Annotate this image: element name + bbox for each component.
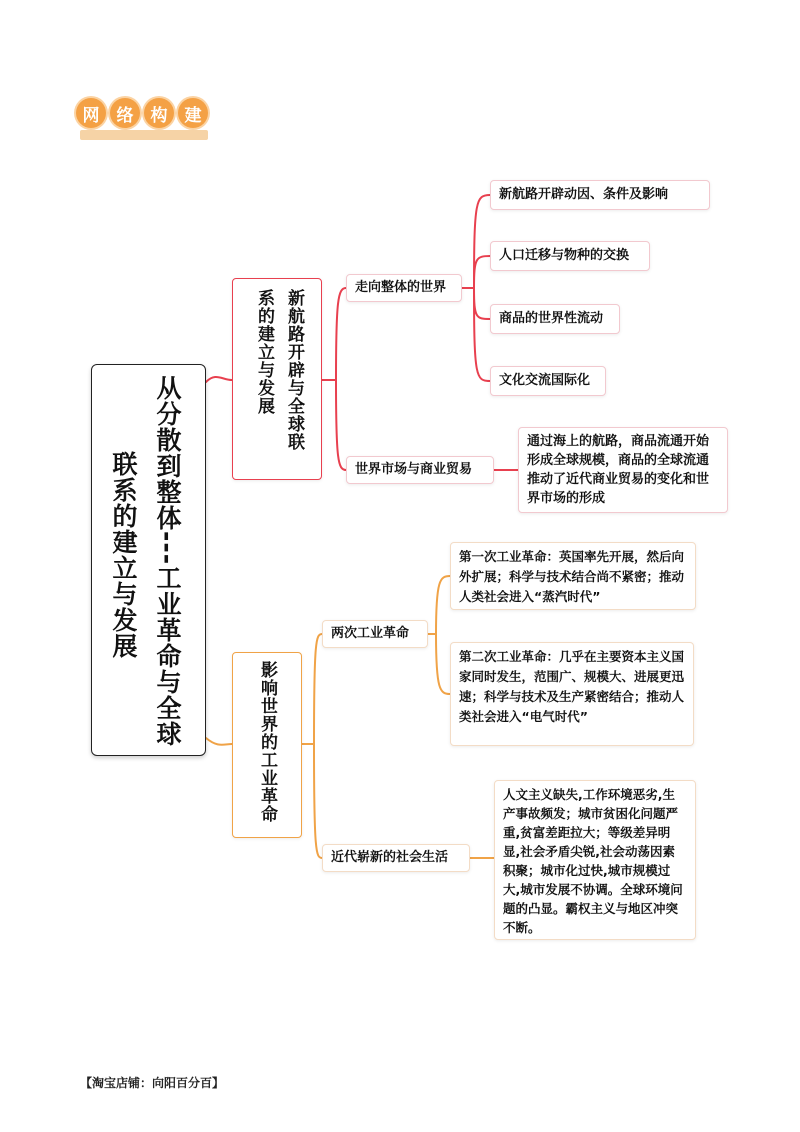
leaf-commodity-flow-label: 商品的世界性流动 (499, 311, 604, 326)
footer-shop-label: 【淘宝店铺：向阳百分百】 (80, 1076, 225, 1090)
connector-bchild1-items (428, 576, 450, 694)
root-title-line1: 从分散到整体---工业革命与全球 (153, 375, 182, 748)
market-detail-text: 通过海上的航路，商品流通开始形成全球规模，商品的全球流通推动了近代商业贸易的变化和世界市场的形成 (527, 434, 710, 506)
branch2-title: 影响世界的工业革命 (257, 661, 277, 823)
social-detail-text: 人文主义缺失,工作环境恶劣,生产事故频发；城市贫困化问题严重,贫富差距拉大；等级差异明显,社会矛盾尖锐,社会动荡因素积聚；城市化过快,城市规模过大,城市发展不协调。全球环境问题的凸显。霸权主义与地区冲突不断。 (503, 787, 683, 935)
connector-branch1-children (322, 288, 346, 470)
branch1-node (232, 278, 322, 480)
second-revolution-text: 第二次工业革命：几乎在主要资本主义国家同时发生，范围广、规模大、进展更迅速；科学与技术及生产紧密结合；推动人类社会进入“电气时代” (459, 649, 685, 724)
market-detail (518, 427, 728, 513)
social-detail (494, 780, 696, 940)
connector-child1-items (462, 195, 490, 381)
second-revolution (450, 642, 694, 746)
section-badge (76, 96, 216, 142)
branch1-title-line2: 系的建立与发展 (254, 289, 274, 415)
branch2-child-revolutions (322, 620, 428, 648)
branch2-child-social (322, 844, 470, 872)
root-title-line2: 联系的建立与发展 (109, 451, 138, 659)
leaf-culture (490, 366, 606, 396)
leaf-route-causes (490, 180, 710, 210)
branch2-node (232, 652, 302, 838)
connector-root-branch1 (206, 377, 232, 382)
badge-underline (80, 130, 208, 140)
branch1-child-world (346, 274, 462, 302)
branch1-child-market-label: 世界市场与商业贸易 (355, 462, 473, 477)
branch1-child-world-label: 走向整体的世界 (355, 280, 447, 295)
badge-char-1: 网 (76, 98, 106, 128)
root-node (91, 364, 206, 756)
leaf-migration (490, 241, 650, 271)
badge-char-2: 络 (110, 98, 140, 128)
first-revolution-text: 第一次工业革命：英国率先开展，然后向外扩展；科学与技术结合尚不紧密；推动人类社会进入“蒸汽时代” (459, 549, 685, 604)
branch1-child-market (346, 456, 494, 484)
leaf-commodity-flow (490, 304, 620, 334)
connector-root-branch2 (206, 738, 232, 745)
branch2-child-social-label: 近代崭新的社会生活 (331, 850, 449, 865)
leaf-culture-label: 文化交流国际化 (499, 373, 591, 388)
badge-char-4: 建 (178, 98, 208, 128)
branch2-child-revolutions-label: 两次工业革命 (331, 626, 410, 641)
leaf-route-causes-label: 新航路开辟动因、条件及影响 (499, 187, 669, 202)
badge-char-3: 构 (144, 98, 174, 128)
branch1-title-line1: 新航路开辟与全球联 (284, 289, 304, 451)
connector-branch2-children (302, 634, 322, 858)
first-revolution (450, 542, 696, 610)
leaf-migration-label: 人口迁移与物种的交换 (499, 248, 630, 263)
